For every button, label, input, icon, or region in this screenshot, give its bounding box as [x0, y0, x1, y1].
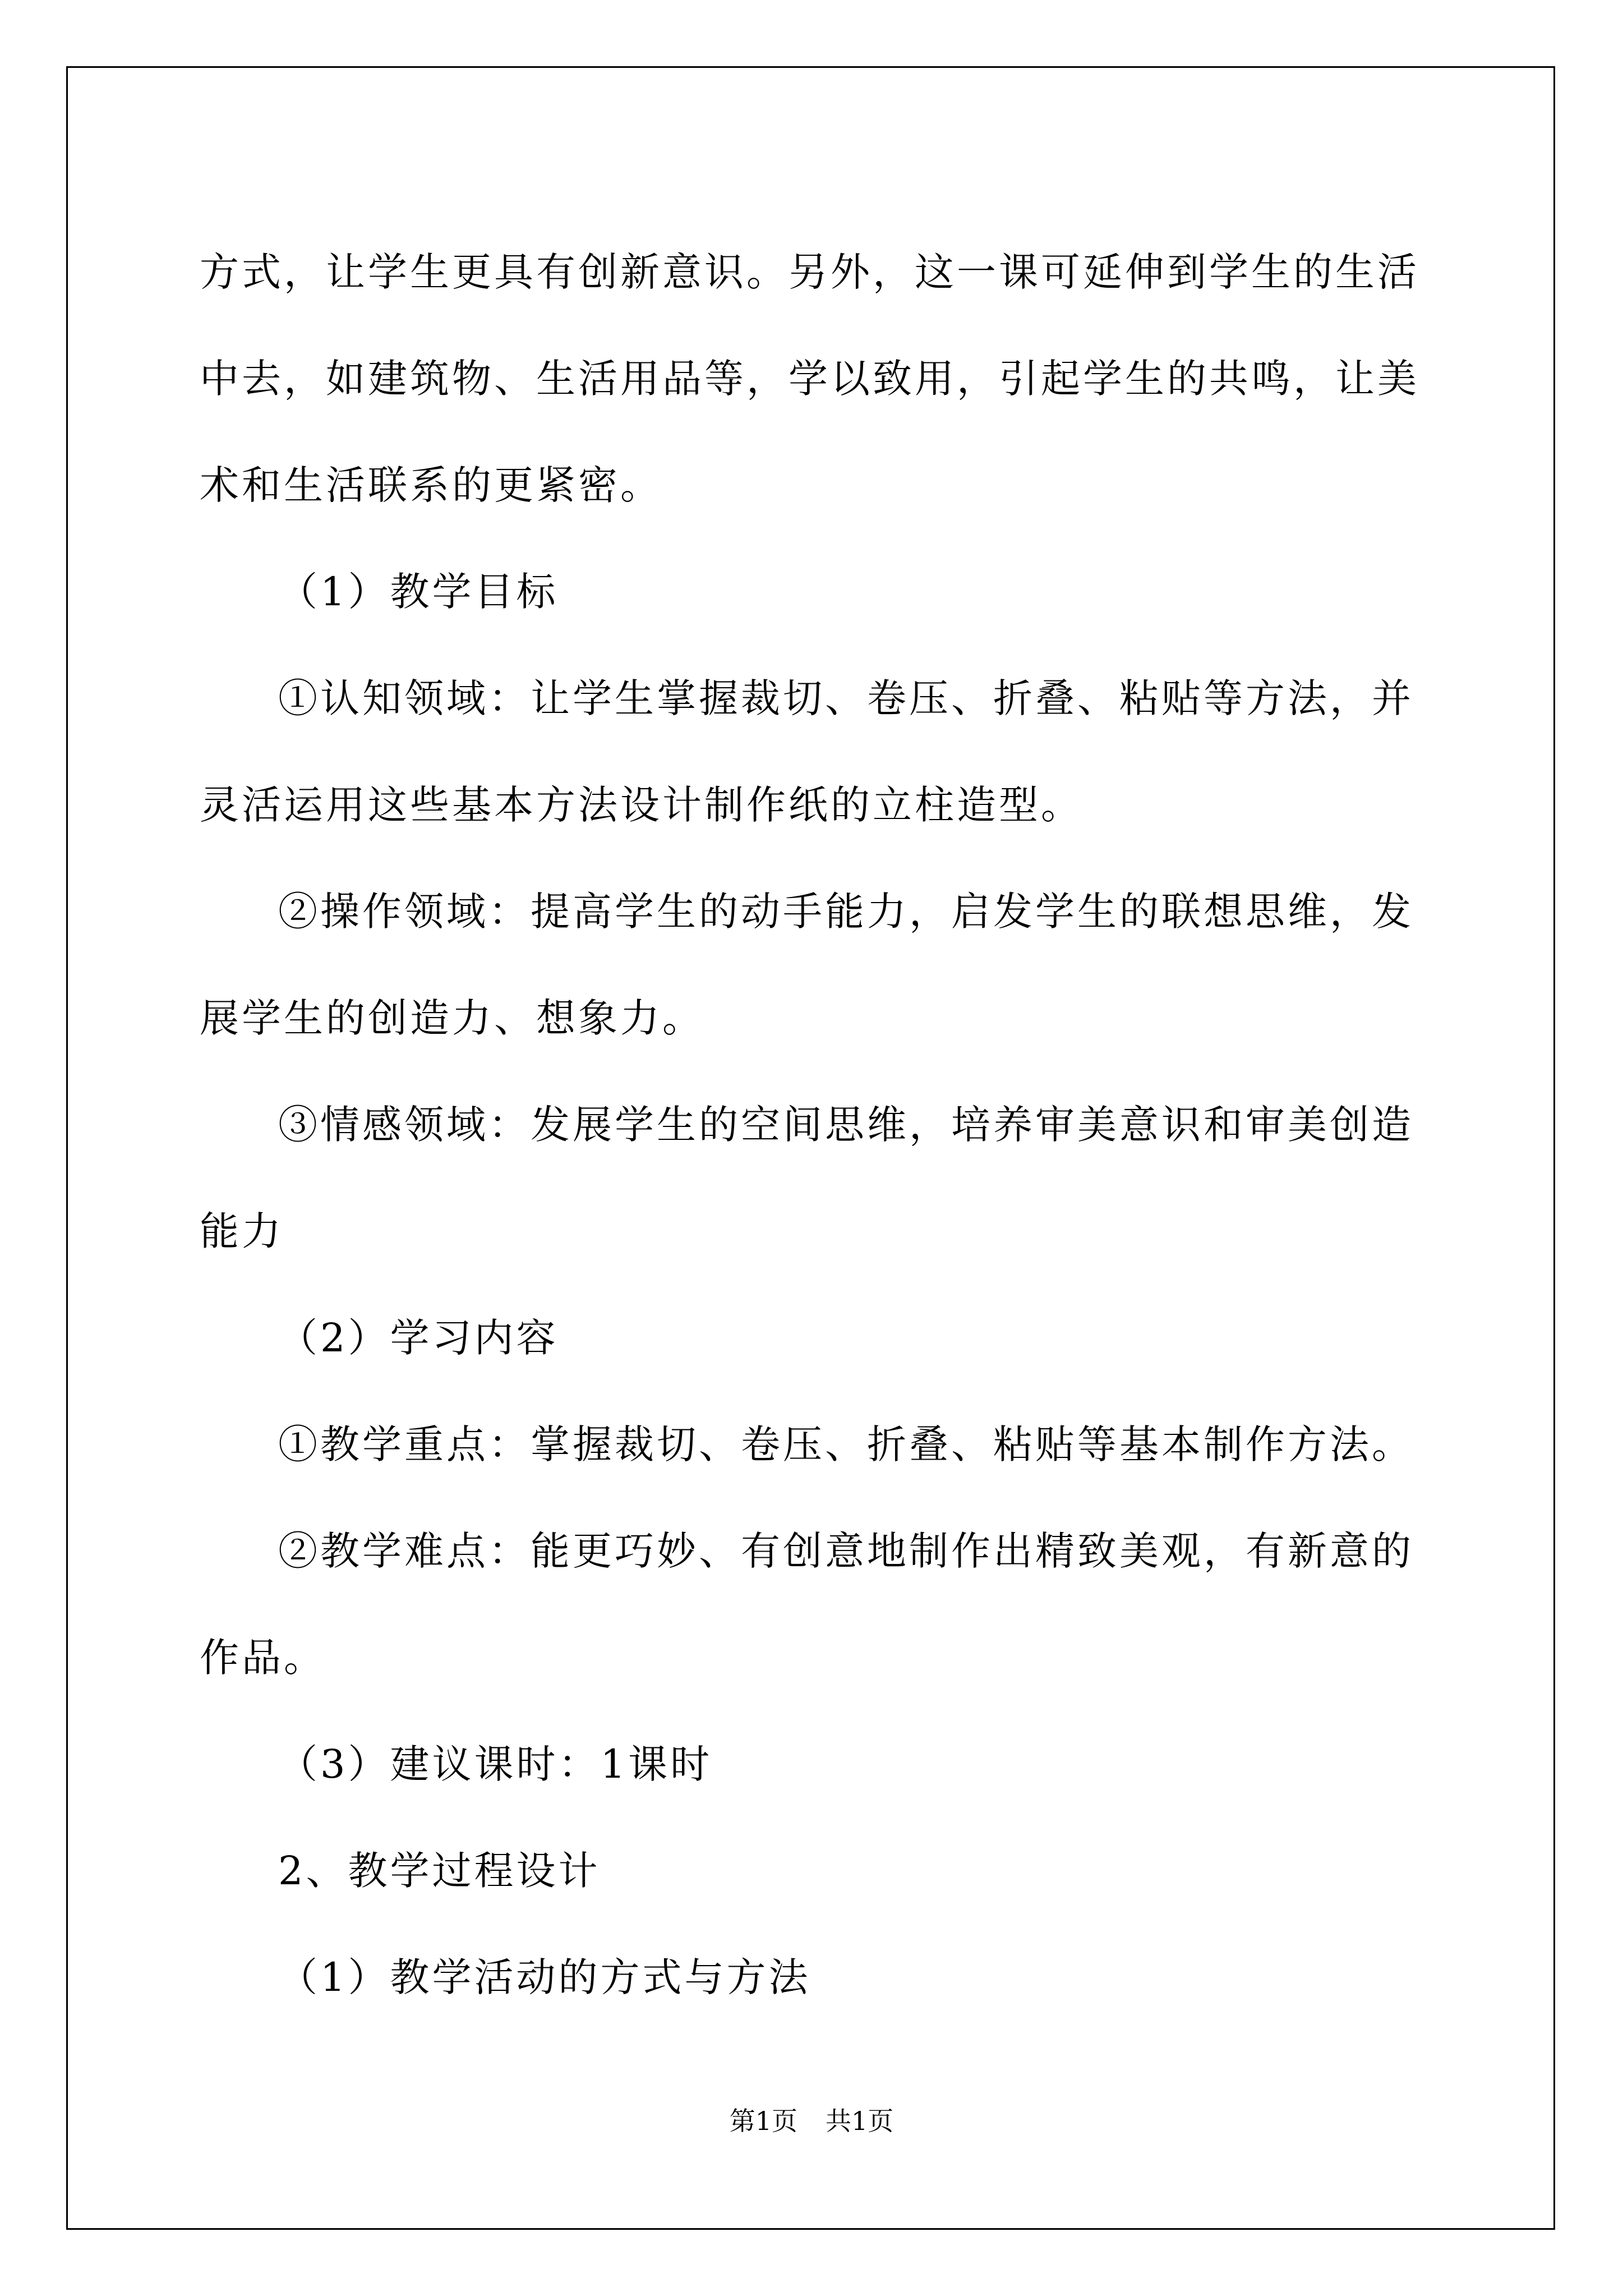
- paragraph-key-points: ①教学重点：掌握裁切、卷压、折叠、粘贴等基本制作方法。: [278, 1421, 1414, 1467]
- paragraph-difficulties: ②教学难点：能更巧妙、有创意地制作出精致美观，有新意的作品。: [200, 1528, 1414, 1681]
- document-body: [200, 219, 1433, 2031]
- page-total: 共1页: [826, 2106, 894, 2136]
- heading-process-design: 2、教学过程设计: [278, 1848, 601, 1894]
- page-number: 第1页: [729, 2106, 797, 2136]
- heading-activity-methods: （1）教学活动的方式与方法: [278, 1954, 811, 2000]
- paragraph-cognitive-domain: ①认知领域：让学生掌握裁切、卷压、折叠、粘贴等方法，并灵活运用这些基本方法设计制作纸的立柱造型。: [200, 675, 1414, 828]
- heading-learning-content: （2）学习内容: [278, 1315, 559, 1361]
- paragraph-operation-domain: ②操作领域：提高学生的动手能力，启发学生的联想思维，发展学生的创造力、想象力。: [200, 889, 1414, 1041]
- paragraph-class-hours: （3）建议课时：1课时: [278, 1741, 713, 1787]
- heading-teaching-goals: （1）教学目标: [278, 569, 559, 615]
- page-footer: [0, 2101, 1623, 2138]
- paragraph-intro: 方式，让学生更具有创新意识。另外，这一课可延伸到学生的生活中去，如建筑物、生活用品等，学以致用，引起学生的共鸣，让美术和生活联系的更紧密。: [200, 249, 1419, 508]
- paragraph-emotion-domain: ③情感领域：发展学生的空间思维，培养审美意识和审美创造能力: [200, 1102, 1414, 1254]
